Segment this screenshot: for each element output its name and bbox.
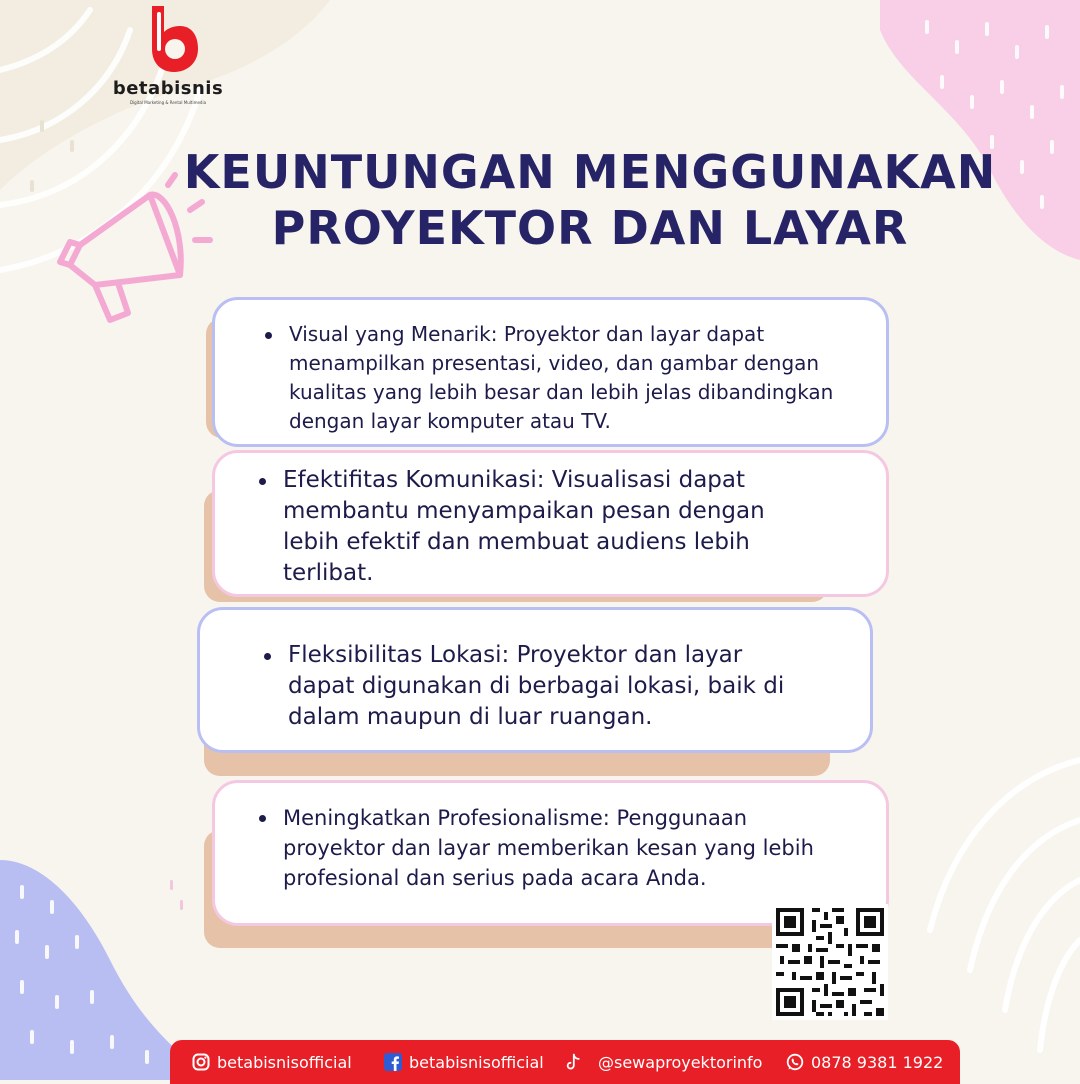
footer-tiktok[interactable]	[562, 1050, 762, 1074]
whatsapp-number: 0878 9381 1922	[811, 1052, 944, 1072]
footer-whatsapp[interactable]	[786, 1050, 943, 1074]
footer-instagram[interactable]	[192, 1050, 352, 1074]
instagram-handle: betabisnisofficial	[217, 1052, 352, 1072]
brand-tagline: Digital Marketing & Rental Multimedia	[129, 100, 207, 105]
logo-mark-icon	[142, 4, 198, 74]
benefit-card-1	[212, 297, 889, 447]
brand-name: betabisnis	[112, 78, 224, 99]
benefit-item-3: Fleksibilitas Lokasi: Proyektor dan layar dapat digunakan di berbagai lokasi, baik di dalam maupun di luar ruangan.	[288, 640, 810, 733]
benefit-item-4: Meningkatkan Profesionalisme: Penggunaan proyektor dan layar memberikan kesan yang lebih profesional dan serius pada acara Anda.	[283, 803, 846, 893]
page-title-line2: PROYEKTOR DAN LAYAR	[271, 201, 909, 255]
tiktok-handle: @sewaproyektorinfo	[598, 1052, 763, 1072]
facebook-icon	[384, 1053, 402, 1071]
benefit-card-3	[197, 607, 873, 753]
tiktok-icon	[562, 1053, 584, 1071]
instagram-icon	[192, 1053, 210, 1071]
benefit-list-2	[253, 465, 786, 589]
brand-logo	[108, 4, 228, 104]
facebook-handle: betabisnisofficial	[409, 1052, 544, 1072]
qr-code[interactable]	[772, 904, 888, 1020]
contact-footer	[170, 1040, 960, 1084]
benefit-item-2: Efektifitas Komunikasi: Visualisasi dapat membantu menyampaikan pesan dengan lebih efektif dan membuat audiens lebih terlibat.	[283, 465, 786, 589]
whatsapp-icon	[786, 1053, 804, 1071]
megaphone-icon	[50, 170, 220, 340]
benefit-card-2	[212, 450, 889, 597]
benefit-item-1: Visual yang Menarik: Proyektor dan layar dapat menampilkan presentasi, video, dan gambar dengan kualitas yang lebih besar dan lebih jelas dibandingkan dengan layar komputer atau TV.	[289, 320, 866, 436]
benefit-list-3	[258, 640, 810, 733]
benefit-list-1	[259, 320, 866, 436]
page-title-line1: KEUNTUNGAN MENGGUNAKAN	[183, 145, 997, 199]
benefit-list-4	[253, 803, 846, 893]
footer-facebook[interactable]	[384, 1050, 544, 1074]
